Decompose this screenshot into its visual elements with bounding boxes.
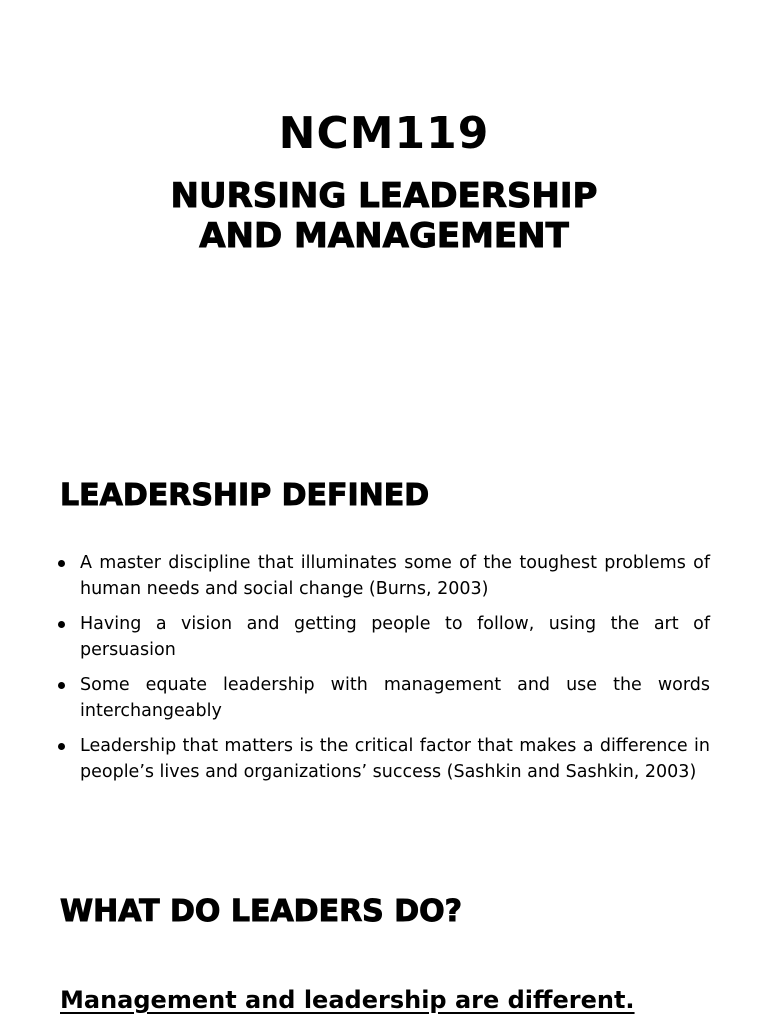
list-item [58,611,710,663]
section-heading-leadership-defined: LEADERSHIP DEFINED [60,478,430,513]
list-item-text: Some equate leadership with management and use the words interchangeably [80,675,710,721]
course-code: NCM119 [278,108,490,159]
section-heading-what-do-leaders-do: WHAT DO LEADERS DO? [60,894,463,929]
bullet-icon [58,621,65,628]
list-item [58,672,710,724]
course-title [0,176,768,256]
bullet-icon [58,682,65,689]
leadership-definition-list [58,550,710,794]
list-item-text: Having a vision and getting people to follow, using the art of persuasion [80,614,710,660]
subheading-management-vs-leadership: Management and leadership are different. [60,986,635,1014]
list-item [58,550,710,602]
list-item-text: Leadership that matters is the critical factor that makes a difference in people’s lives and organizations’ success (Sashkin and Sashkin, 2003) [80,736,710,782]
course-title-line-2: AND MANAGEMENT [199,216,569,256]
bullet-icon [58,743,65,750]
list-item [58,733,710,785]
course-title-line-1: NURSING LEADERSHIP [170,176,598,216]
bullet-icon [58,560,65,567]
list-item-text: A master discipline that illuminates some of the toughest problems of human needs and social change (Burns, 2003) [80,553,710,599]
